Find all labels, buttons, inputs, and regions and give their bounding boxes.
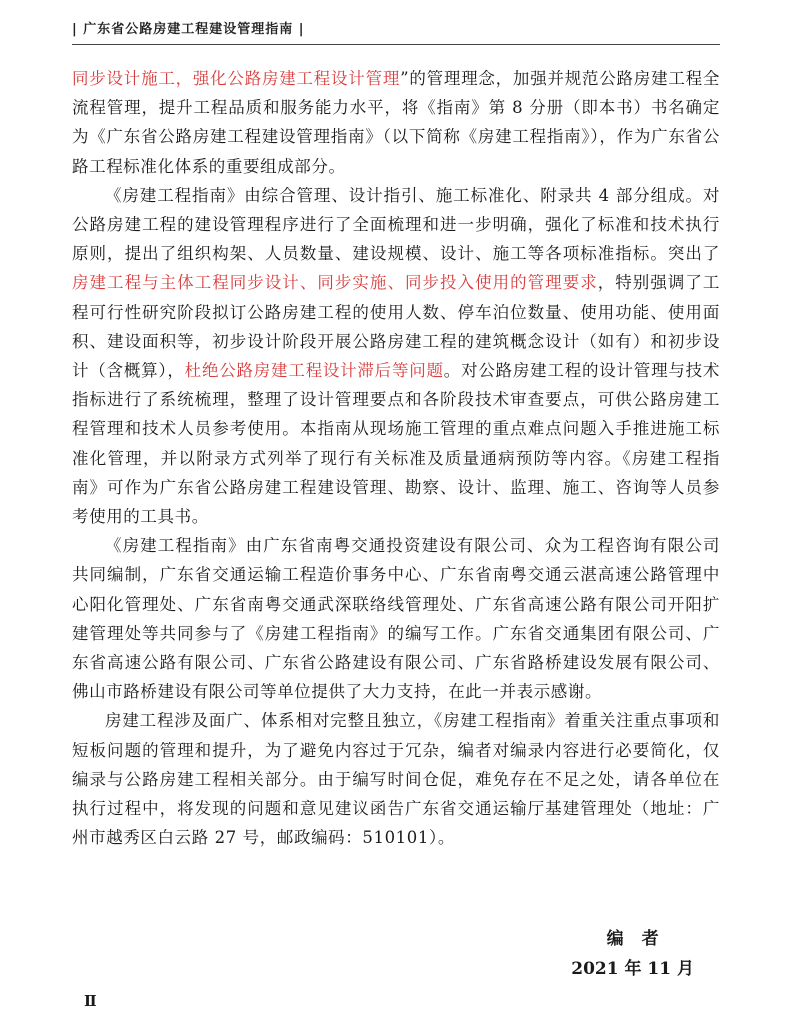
- highlight-text: 同步设计施工，强化公路房建工程设计管理: [72, 69, 401, 88]
- highlight-text: 杜绝公路房建工程设计滞后等问题: [184, 361, 444, 381]
- paragraph-4: 房建工程涉及面广、体系相对完整且独立，《房建工程指南》着重关注重点事项和短板问题的管理和提升，为了避免内容过于冗杂，编者对编录内容进行必要简化，仅编录与公路房建工程相关部分。由于编写时间仓促，难免存在不足之处，请各单位在执行过程中，将发现的问题和意见建议函告广东省交通运输厅基建管理处（地址：广州市越秀区白云路 27 号，邮政编码：510101）。: [72, 711, 720, 848]
- paragraph-2: [72, 181, 720, 531]
- paragraph-text: ”的管理理念，加强并规范公路房建工程全流程管理，提升工程品质和服务能力水平，将《指南》第 8 分册（即本书）书名确定为《广东省公路房建工程建设管理指南》（以下简称《房建工程指南》），作为广东省公路工程标准化体系的重要组成部分。: [72, 69, 720, 176]
- highlight-text: 房建工程与主体工程同步设计、同步实施、同步投入使用的管理要求: [72, 273, 598, 293]
- preface-body: [72, 64, 720, 852]
- header-divider: [72, 44, 720, 45]
- page-number: Ⅱ: [84, 992, 97, 1010]
- paragraph-3: 《房建工程指南》由广东省南粤交通投资建设有限公司、众为工程咨询有限公司共同编制，广东省交通运输工程造价事务中心、广东省南粤交通云湛高速公路管理中心阳化管理处、广东省南粤交通武深联络线管理处、广东省高速公路有限公司开阳扩建管理处等共同参与了《房建工程指南》的编写工作。广东省交通集团有限公司、广东省高速公路有限公司、广东省公路建设有限公司、广东省路桥建设发展有限公司、佛山市路桥建设有限公司等单位提供了大力支持，在此一并表示感谢。: [72, 536, 720, 702]
- signature-date: 2021 年 11 月: [571, 959, 694, 979]
- paragraph-text: 。对公路房建工程的设计管理与技术指标进行了系统梳理，整理了设计管理要点和各阶段技术审查要点，可供公路房建工程管理和技术人员参考使用。本指南从现场施工管理的重点难点问题入手推进施工标准化管理，并以附录方式列举了现行有关标准及质量通病预防等内容。《房建工程指南》可作为广东省公路房建工程建设管理、勘察、设计、监理、施工、咨询等人员参考使用的工具书。: [72, 361, 721, 527]
- signature-block: [571, 924, 694, 984]
- paragraph-text: ，特别强调了工程可行性研究阶段拟订公路房建工程的使用人数、停车泊位数量、使用功能、使用面积、建设面积等，初步设计阶段开展公路房建工程的建筑概念设计（如有）和初步设计（含概算），: [72, 273, 720, 381]
- running-header: | 广东省公路房建工程建设管理指南 |: [72, 22, 305, 37]
- paragraph-1: [72, 64, 720, 181]
- author-signature: 编者: [606, 929, 677, 949]
- paragraph-text: 《房建工程指南》由综合管理、设计指引、施工标准化、附录共 4 部分组成。对公路房建工程的建设管理程序进行了全面梳理和进一步明确，强化了标准和技术执行原则，提出了组织构架、人员数量、建设规模、设计、施工等各项标准指标。突出了: [72, 185, 720, 264]
